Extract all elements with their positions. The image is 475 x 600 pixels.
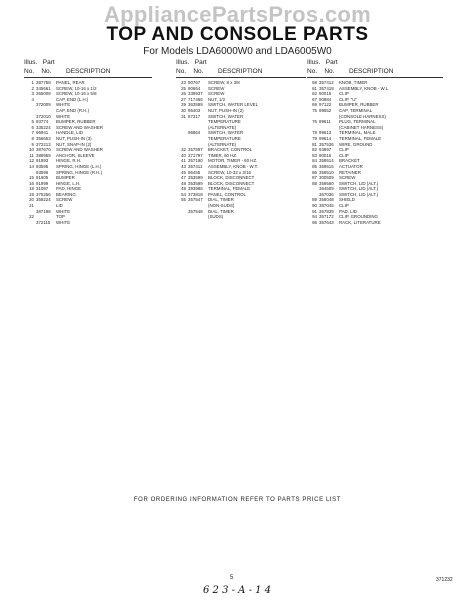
part-number: 335224 xyxy=(36,124,51,130)
part-description: WHITE xyxy=(56,219,71,225)
illus-number: 55 xyxy=(181,197,186,203)
part-description: RACK, LITERATURE xyxy=(339,219,381,225)
illus-number: 45 xyxy=(181,169,186,175)
part-description: TIMER, 60 HZ. xyxy=(208,152,238,158)
part-description: TEMPERATURE xyxy=(208,135,241,141)
illus-number: 4 xyxy=(31,96,34,102)
illus-number: 10 xyxy=(29,147,34,153)
part-description: SCREW xyxy=(339,175,356,181)
illus-number: 16 xyxy=(29,180,34,186)
page-number: 5 xyxy=(230,575,234,581)
illus-number: 43 xyxy=(181,163,186,169)
part-number: 91999 xyxy=(36,180,49,186)
part-description: TERMINAL, MALE xyxy=(339,130,376,136)
part-description: LID xyxy=(56,203,63,209)
part-number: 387758 xyxy=(36,80,51,85)
page-title: TOP AND CONSOLE PARTS xyxy=(106,24,369,45)
part-description: TERMINAL, FEMALE xyxy=(339,135,382,141)
part-number: 389959 xyxy=(36,152,51,158)
part-number: 357548 xyxy=(188,208,203,214)
header-rule xyxy=(24,77,152,78)
illus-number: 18 xyxy=(29,186,34,192)
part-number: 90767 xyxy=(188,80,201,85)
illus-number: 47 xyxy=(181,175,186,181)
parts-list xyxy=(176,80,306,220)
illus-number: 81 xyxy=(312,141,317,147)
part-number: 356653 xyxy=(36,135,51,141)
part-description: TEMPERATURE xyxy=(208,119,241,125)
illus-number: 79 xyxy=(312,135,317,141)
illus-number: 3 xyxy=(31,91,34,97)
illus-number: 85 xyxy=(312,163,317,169)
part-description: SHIELD xyxy=(339,197,355,203)
illus-number: 31 xyxy=(181,113,186,119)
illus-number: 95 xyxy=(312,219,317,225)
illus-number: 67 xyxy=(312,96,317,102)
part-number: 357536 xyxy=(319,141,334,147)
part-number: 357643 xyxy=(319,219,334,225)
header-description: DESCRIPTION xyxy=(218,68,263,75)
part-number: 373818 xyxy=(188,191,203,197)
part-number: 93596 xyxy=(36,169,49,175)
illus-number: 1 xyxy=(31,80,34,85)
part-number: 90015 xyxy=(319,91,332,97)
part-description: (CABINET HARNESS) xyxy=(339,124,384,130)
part-description: CAP, END (L.H.) xyxy=(56,96,89,102)
part-description: HINGE, L.H. xyxy=(56,180,81,186)
part-description: BRACKET xyxy=(339,158,360,164)
part-description: CLIP xyxy=(339,203,349,209)
part-number: 357190 xyxy=(188,158,203,164)
part-description: ASSEMBLY, KNOB - W.L. xyxy=(339,85,390,91)
illus-number: 91 xyxy=(312,208,317,214)
part-description: SWITCH, WATER xyxy=(208,130,244,136)
part-number: 357172 xyxy=(319,214,334,220)
part-number: 367036 xyxy=(319,191,334,197)
part-number: 90016 xyxy=(319,152,332,158)
illus-number: 19 xyxy=(29,191,34,197)
part-description: BRACKET, CONTROL xyxy=(208,147,253,153)
part-description: NUT, PUSH-IN (2) xyxy=(208,107,244,113)
header-illus-part: Illus. Part xyxy=(307,59,338,66)
parts-column-2 xyxy=(176,58,306,220)
part-description: SCREW xyxy=(56,197,73,203)
part-number: 97122 xyxy=(319,102,332,108)
header-rule xyxy=(176,77,306,78)
header-description: DESCRIPTION xyxy=(66,68,111,75)
illus-number: 14 xyxy=(29,163,34,169)
part-description: SCREW xyxy=(208,91,225,97)
part-number: 300509 xyxy=(319,175,334,181)
illus-number: 6 xyxy=(31,124,34,130)
part-description: SCREW xyxy=(208,85,225,91)
part-number: 91993 xyxy=(36,158,49,164)
illus-number: 26 xyxy=(181,91,186,97)
part-description: PAD, LID xyxy=(339,208,357,214)
illus-number: 61 xyxy=(312,85,317,91)
part-number: 357411 xyxy=(188,163,203,169)
document-number: 371232 xyxy=(436,577,453,583)
illus-number: 87 xyxy=(312,175,317,181)
part-description: SWITCH, LID (ALT.) xyxy=(339,191,379,197)
part-description: CAP, TERMINAL xyxy=(339,107,373,113)
illus-number: 89 xyxy=(312,197,317,203)
part-number: 387045 xyxy=(319,203,334,209)
part-number: 90664 xyxy=(188,85,201,91)
illus-number: 32 xyxy=(181,147,186,153)
part-description: SWITCH, WATER xyxy=(208,113,244,119)
illus-number: 9 xyxy=(31,141,34,147)
part-number: 96941 xyxy=(36,130,49,136)
part-number: 365008 xyxy=(36,91,51,97)
part-number: 99614 xyxy=(319,135,332,141)
part-row xyxy=(24,220,152,226)
illus-number: 8 xyxy=(31,135,34,141)
illus-number: 84 xyxy=(312,158,317,164)
illus-number: 54 xyxy=(181,191,186,197)
part-description: CLIP xyxy=(339,152,349,158)
part-number: 372115 xyxy=(36,219,51,225)
part-number: 99611 xyxy=(319,119,331,125)
part-description: WIRE, GROUND xyxy=(339,141,373,147)
illus-number: 83 xyxy=(312,152,317,158)
part-number: 353599 xyxy=(188,180,203,186)
part-number: 345661 xyxy=(36,85,51,91)
illus-number: 76 xyxy=(312,119,317,125)
parts-column-3 xyxy=(307,58,443,225)
illus-number: 94 xyxy=(312,214,317,220)
part-number: 357418 xyxy=(319,85,334,91)
part-description: ACTUATOR xyxy=(339,163,363,169)
illus-number: 62 xyxy=(312,91,317,97)
part-number: 357412 xyxy=(319,80,334,85)
part-row xyxy=(176,214,306,220)
part-description: ANCHOR, SLEEVE xyxy=(56,152,95,158)
part-description: SCREW, 8 x 3/8 xyxy=(208,80,240,85)
part-description: CLIP xyxy=(339,147,349,153)
part-description: CAP, END (R.H.) xyxy=(56,107,90,113)
part-description: BEARING xyxy=(56,191,76,197)
part-number: 357597 xyxy=(188,147,203,153)
part-number: 372009 xyxy=(36,102,51,108)
part-number: 96864 xyxy=(188,130,201,136)
part-number: 353599 xyxy=(188,175,203,181)
illus-number: 29 xyxy=(181,102,186,108)
part-number: 387198 xyxy=(36,208,51,214)
parts-list xyxy=(24,80,152,225)
illus-number: 86 xyxy=(312,169,317,175)
illus-number: 12 xyxy=(29,158,34,164)
part-number: 357839 xyxy=(319,208,334,214)
part-description: (ALTERNATE) xyxy=(208,124,237,130)
part-number: 93897 xyxy=(319,147,332,153)
part-description: TERMINAL, FEMALE xyxy=(208,186,251,192)
illus-number: 49 xyxy=(181,186,186,192)
illus-number: 22 xyxy=(29,214,34,220)
part-description: SCREW, 10-32 x 3/16 xyxy=(208,169,251,175)
illus-number: 58 xyxy=(312,80,317,85)
part-description: NUT, PUSH-IN (3) xyxy=(56,135,92,141)
part-number: 99652 xyxy=(319,107,332,113)
part-description: SCREW, 10-16 x 5/8 xyxy=(56,91,97,97)
header-illus-part: Illus. Part xyxy=(24,59,55,66)
part-description: SPRING, HINGE (L.H.) xyxy=(56,163,102,169)
illus-number: 88 xyxy=(312,180,317,186)
part-number: 356048 xyxy=(319,197,334,203)
part-number: 359514 xyxy=(319,158,334,164)
part-description: BLOCK, DISCONNECT xyxy=(208,175,255,181)
part-number: 359224 xyxy=(36,197,51,203)
part-description: ASSEMBLY, KNOB - W.T. xyxy=(208,163,259,169)
page-subtitle: For Models LDA6000W0 and LDA6005W0 xyxy=(143,46,332,57)
part-number: 372213 xyxy=(36,141,51,147)
illus-number: 5 xyxy=(31,119,34,125)
illus-number: 90 xyxy=(312,203,317,209)
parts-list xyxy=(307,80,443,225)
part-description: DIAL, TIMER xyxy=(208,208,234,214)
illus-number: 75 xyxy=(312,107,317,113)
column-header xyxy=(307,58,443,80)
header-no: No. No. xyxy=(24,68,52,75)
header-description: DESCRIPTION xyxy=(349,68,394,75)
part-description: SPRING, HINGE (R.H.) xyxy=(56,169,103,175)
illus-number: 21 xyxy=(29,203,34,209)
part-number: 359515 xyxy=(319,163,334,169)
header-illus-part: Illus. Part xyxy=(176,59,207,66)
watermark-text: AppliancePartsPros.com xyxy=(103,2,372,27)
part-description: CLIP, "U" xyxy=(339,96,357,102)
illus-number: 30 xyxy=(181,107,186,113)
ordering-note: FOR ORDERING INFORMATION REFER TO PARTS PRICE LIST xyxy=(133,497,342,503)
part-description: SWITCH, LID (ALT.) xyxy=(339,186,379,192)
part-description: CLIP, GROUNDING xyxy=(339,214,378,220)
part-number: 87317 xyxy=(188,113,201,119)
part-description: WHITE xyxy=(56,208,71,214)
part-number: 359510 xyxy=(319,169,334,175)
part-row xyxy=(307,220,443,226)
part-description: PAD, HINGE xyxy=(56,186,82,192)
part-description: PANEL, CONTROL xyxy=(208,191,246,197)
illus-number: 40 xyxy=(181,152,186,158)
part-number: 95403 xyxy=(188,107,201,113)
column-header xyxy=(176,58,306,80)
illus-number: 2 xyxy=(31,85,34,91)
part-number: 357547 xyxy=(188,197,203,203)
part-description: BUMPER, RUBBER xyxy=(56,119,96,125)
illus-number: 41 xyxy=(181,158,186,164)
part-description: DIAL, TIMER xyxy=(208,197,234,203)
part-description: NUT, SNAP-IN (2) xyxy=(56,141,92,147)
part-description: (SUDS) xyxy=(208,214,224,220)
header-no: No. No. xyxy=(176,68,204,75)
part-number: 375256 xyxy=(36,191,51,197)
illus-number: 78 xyxy=(312,130,317,136)
illus-number: 48 xyxy=(181,180,186,186)
part-number: 364509 xyxy=(319,186,334,192)
part-description: KNOB, TIMER xyxy=(339,80,368,85)
part-description: HANDLE, LID xyxy=(56,130,84,136)
illus-number: 69 xyxy=(312,102,317,108)
part-number: 393986 xyxy=(188,186,203,192)
part-description: SWITCH, WATER LEVEL xyxy=(208,102,259,108)
part-description: TOP xyxy=(56,214,65,220)
illus-number: 23 xyxy=(181,80,186,85)
part-description: (ALTERNATE) xyxy=(208,141,237,147)
part-description: NUT, 1/2 xyxy=(208,96,226,102)
part-description: WHITE xyxy=(56,113,71,119)
part-description: SCREW AND WASHER xyxy=(56,124,103,130)
part-number: 359560 xyxy=(319,180,334,186)
handwritten-note: 6 2 3 - A - 1 4 xyxy=(203,585,272,596)
part-description: BUMPER, RUBBER xyxy=(339,102,379,108)
part-description: WHITE xyxy=(56,102,71,108)
part-description: HINGE, R.H. xyxy=(56,158,82,164)
part-number: 91605 xyxy=(36,175,49,181)
part-description: SWITCH, LID (ALT.) xyxy=(339,180,379,186)
illus-number: 20 xyxy=(29,197,34,203)
part-description: BUMPER xyxy=(56,175,75,181)
part-number: 96455 xyxy=(188,169,201,175)
part-number: 717466 xyxy=(188,96,203,102)
part-description: (CONSOLE HARNESS) xyxy=(339,113,386,119)
part-number: 99613 xyxy=(319,130,332,136)
part-number: 90984 xyxy=(319,96,332,102)
part-number: 363599 xyxy=(188,102,203,108)
header-no: No. No. xyxy=(307,68,335,75)
part-number: 93595 xyxy=(36,163,49,169)
part-number: 371797 xyxy=(188,152,203,158)
illus-number: 11 xyxy=(29,152,34,158)
parts-column-1 xyxy=(24,58,152,225)
part-description: PANEL, REAR xyxy=(56,80,85,85)
part-number: 387670 xyxy=(36,147,51,153)
part-description: PLUG, TERMINAL xyxy=(339,119,376,125)
illus-number: 7 xyxy=(31,130,34,136)
illus-number: 15 xyxy=(29,175,34,181)
part-description: SCREW AND WASHER xyxy=(56,147,103,153)
part-description: SCREW, 10-16 x 1/2 xyxy=(56,85,97,91)
part-description: CLIP xyxy=(339,91,349,97)
header-rule xyxy=(307,77,443,78)
part-number: 93774 xyxy=(36,119,49,125)
illus-number: 27 xyxy=(181,96,186,102)
part-number: 372010 xyxy=(36,113,51,119)
part-description: MOTOR, TIMER - 60 HZ. xyxy=(208,158,258,164)
illus-number: 25 xyxy=(181,85,186,91)
part-description: BLOCK, DISCONNECT xyxy=(208,180,255,186)
part-description: (NON-SUDS) xyxy=(208,203,235,209)
part-description: RETAINER xyxy=(339,169,361,175)
part-number: 31097 xyxy=(36,186,49,192)
illus-number: 82 xyxy=(312,147,317,153)
column-header xyxy=(24,58,152,80)
part-number: 339937 xyxy=(188,91,203,97)
